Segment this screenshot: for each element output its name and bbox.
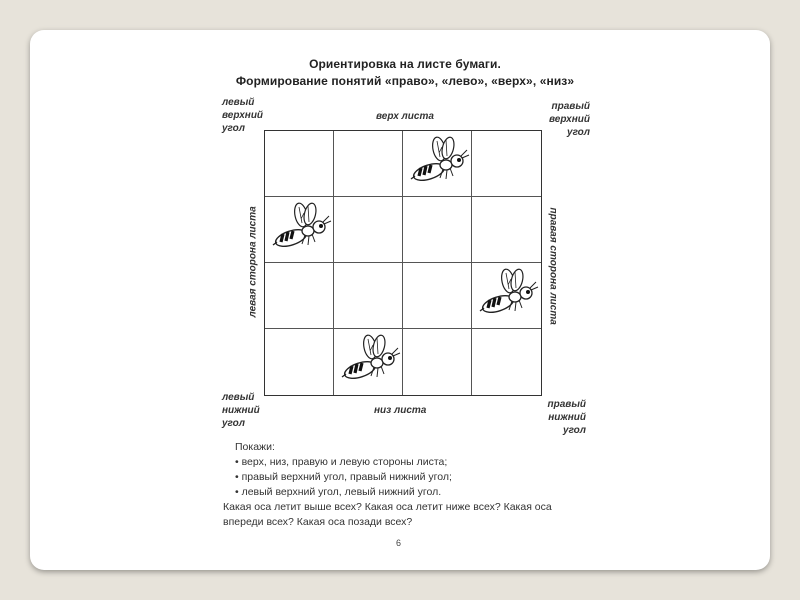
- grid-cell: [472, 197, 541, 263]
- corner-top-right-word-3: угол: [567, 127, 590, 138]
- corner-bottom-left: [222, 391, 260, 430]
- instructions-question: Какая оса летит выше всех? Какая оса летит ниже всех? Какая оса впереди всех? Какая оса позади всех?: [223, 501, 552, 528]
- instructions-block: [223, 440, 593, 530]
- title-line-1: Ориентировка на листе бумаги.: [309, 57, 501, 71]
- grid-cell: [334, 197, 403, 263]
- corner-bottom-right-word-1: правый: [547, 399, 586, 410]
- grid-cell: [265, 131, 334, 197]
- wasp-icon: [409, 135, 471, 191]
- page-number: 6: [396, 538, 402, 548]
- instruction-item: • правый верхний угол, правый нижний угол;: [235, 470, 593, 485]
- corner-top-left-word-1: левый: [222, 97, 255, 108]
- corner-bottom-right: [544, 398, 586, 437]
- grid-cell: [265, 329, 334, 395]
- corner-top-right-word-2: верхний: [548, 114, 590, 125]
- title-line-2: Формирование понятий «право», «лево», «верх», «низ»: [235, 74, 575, 88]
- corner-top-left-word-2: верхний: [222, 110, 264, 121]
- corner-bottom-left-word-2: нижний: [222, 405, 260, 416]
- grid-cell: [472, 329, 541, 395]
- corner-top-left-word-3: угол: [222, 123, 245, 134]
- label-left-side: левая сторона листа: [247, 206, 259, 318]
- grid-cell: [403, 131, 472, 197]
- corner-top-left: [222, 96, 263, 135]
- grid-cell: [265, 263, 334, 329]
- grid-cell: [403, 197, 472, 263]
- wasp-icon: [271, 201, 333, 257]
- instructions-lead: Покажи:: [235, 441, 275, 453]
- grid-cell: [403, 329, 472, 395]
- grid-cell: [472, 131, 541, 197]
- orientation-grid: [264, 130, 542, 396]
- grid-cell: [334, 263, 403, 329]
- corner-bottom-right-word-2: нижний: [548, 412, 586, 423]
- label-top-side: верх листа: [376, 111, 434, 122]
- grid-cell: [472, 263, 541, 329]
- corner-bottom-right-word-3: угол: [563, 425, 586, 436]
- wasp-icon: [340, 333, 402, 389]
- corner-bottom-left-word-1: левый: [222, 392, 255, 403]
- instruction-item: • верх, низ, правую и левую стороны листа;: [235, 455, 593, 470]
- wasp-icon: [478, 267, 540, 323]
- instruction-item: • левый верхний угол, левый нижний угол.: [235, 485, 593, 500]
- grid-cell: [334, 329, 403, 395]
- grid-cell: [403, 263, 472, 329]
- corner-top-right: [544, 100, 590, 139]
- label-bottom-side: низ листа: [374, 405, 427, 416]
- instructions-list: [223, 455, 593, 500]
- grid-cell: [265, 197, 334, 263]
- grid-cell: [334, 131, 403, 197]
- corner-top-right-word-1: правый: [551, 101, 590, 112]
- corner-bottom-left-word-3: угол: [222, 418, 245, 429]
- label-right-side: правая сторона листа: [547, 207, 559, 325]
